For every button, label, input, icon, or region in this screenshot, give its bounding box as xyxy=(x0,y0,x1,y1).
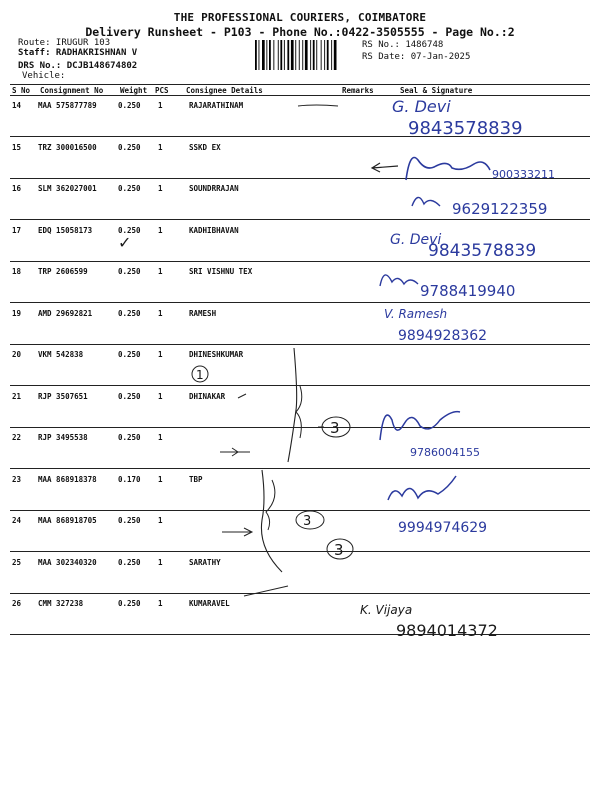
cell-consignment: AMD 29692821 xyxy=(38,308,93,318)
col-consignment: Consignment No xyxy=(40,86,104,95)
cell-pcs: 1 xyxy=(158,474,163,484)
hand-r16-phone: 9629122359 xyxy=(452,200,548,218)
hand-r19-name: V. Ramesh xyxy=(384,307,448,321)
cell-sno: 18 xyxy=(12,267,22,276)
rs-number: RS No.: 1486748 xyxy=(362,40,444,50)
cell-consignee: RAMESH xyxy=(189,308,217,318)
cell-sno: 20 xyxy=(12,350,22,359)
cell-pcs: 1 xyxy=(158,142,163,152)
row-divider xyxy=(10,634,590,635)
cell-consignment: CMM 327238 xyxy=(38,599,84,608)
cell-weight: 0.250 xyxy=(118,391,141,401)
cell-sno: 24 xyxy=(12,516,22,525)
cell-pcs: 1 xyxy=(158,391,163,401)
hand-group1-count: 3 xyxy=(330,419,340,437)
cell-consignee: SOUNDRRAJAN xyxy=(189,184,239,193)
col-remarks: Remarks xyxy=(342,86,374,95)
cell-consignee: KADHIBHAVAN xyxy=(189,225,239,235)
cell-weight: 0.250 xyxy=(118,308,141,318)
staff-label: Staff: RADHAKRISHNAN V xyxy=(18,48,138,58)
cell-consignee: KUMARAVEL xyxy=(189,599,230,608)
cell-pcs: 1 xyxy=(158,308,163,318)
cell-weight: 0.250 xyxy=(118,516,141,525)
row-divider xyxy=(10,178,590,179)
header-rule-bottom xyxy=(10,95,590,96)
hand-r18-phone: 9788419940 xyxy=(420,282,516,300)
cell-sno: 15 xyxy=(12,142,22,152)
cell-pcs: 1 xyxy=(158,599,163,608)
col-sno: S No xyxy=(12,86,31,95)
row-divider xyxy=(10,219,590,220)
cell-consignee: TBP xyxy=(189,474,203,484)
cell-weight: 0.250 xyxy=(118,350,141,359)
cell-pcs: 1 xyxy=(158,350,163,359)
row-divider xyxy=(10,302,590,303)
rs-date: RS Date: 07-Jan-2025 xyxy=(362,52,471,62)
cell-weight: 0.250 xyxy=(118,184,141,193)
cell-sno: 25 xyxy=(12,557,22,567)
row-divider xyxy=(10,510,590,511)
cell-weight: 0.250 xyxy=(118,557,141,567)
hand-r17-name: G. Devi xyxy=(390,232,442,248)
cell-sno: 22 xyxy=(12,433,22,442)
cell-consignment: MAA 868918705 xyxy=(38,516,97,525)
header-rule-top xyxy=(10,84,590,85)
hand-r17-phone: 9843578839 xyxy=(428,241,537,261)
cell-consignment: VKM 542838 xyxy=(38,350,84,359)
col-weight: Weight xyxy=(120,86,148,95)
row-divider xyxy=(10,261,590,262)
cell-consignment: TRP 2606599 xyxy=(38,267,88,276)
hand-group2-mark: 3 xyxy=(303,514,312,529)
cell-consignee: DHINAKAR xyxy=(189,391,226,401)
cell-weight: 0.170 xyxy=(118,474,141,484)
row-divider xyxy=(10,136,590,137)
cell-consignment: EDQ 15058173 xyxy=(38,225,93,235)
row-divider xyxy=(10,593,590,594)
hand-r19-phone: 9894928362 xyxy=(398,328,488,344)
hand-r24-phone: 9994974629 xyxy=(398,520,488,536)
cell-consignee: SSKD EX xyxy=(189,142,221,152)
hand-r14-phone: 9843578839 xyxy=(408,118,523,139)
check-mark: ✓ xyxy=(118,233,132,252)
cell-sno: 19 xyxy=(12,308,22,318)
cell-pcs: 1 xyxy=(158,101,163,110)
signature-r18 xyxy=(380,275,418,286)
cell-pcs: 1 xyxy=(158,557,163,567)
col-consignee: Consignee Details xyxy=(186,86,263,95)
cell-consignment: RJP 3495538 xyxy=(38,433,88,442)
route-label: Route: IRUGUR 103 xyxy=(18,38,111,48)
row-divider xyxy=(10,344,590,345)
cell-consignee: DHINESHKUMAR xyxy=(189,350,244,359)
row-divider xyxy=(10,385,590,386)
col-pcs: PCS xyxy=(155,86,169,95)
signature-r24 xyxy=(388,476,456,500)
hand-r15-phone: 900333211 xyxy=(492,168,555,181)
cell-sno: 21 xyxy=(12,391,22,401)
hand-r21-phone: 9786004155 xyxy=(410,446,480,459)
hand-r26-name: K. Vijaya xyxy=(360,603,413,617)
runsheet-title: Delivery Runsheet - P103 - Phone No.:0422-3505555 - Page No.:2 xyxy=(85,25,515,39)
cell-consignment: MAA 868918378 xyxy=(38,474,97,484)
cell-consignment: SLM 362027001 xyxy=(38,184,97,193)
cell-consignee: RAJARATHINAM xyxy=(189,101,244,110)
cell-consignee: SRI VISHNU TEX xyxy=(189,267,253,276)
cell-pcs: 1 xyxy=(158,225,163,235)
cell-weight: 0.250 xyxy=(118,433,141,442)
cell-consignment: MAA 575877789 xyxy=(38,101,97,110)
cell-weight: 0.250 xyxy=(118,599,141,608)
cell-pcs: 1 xyxy=(158,184,163,193)
row-divider xyxy=(10,551,590,552)
hand-r26-phone: 9894014372 xyxy=(396,621,498,640)
cell-sno: 16 xyxy=(12,184,22,193)
cell-consignment: MAA 302340320 xyxy=(38,557,97,567)
cell-pcs: 1 xyxy=(158,433,163,442)
cell-consignee: SARATHY xyxy=(189,557,221,567)
cell-pcs: 1 xyxy=(158,267,163,276)
cell-sno: 17 xyxy=(12,225,22,235)
drs-number: DRS No.: DCJB148674802 xyxy=(18,61,138,71)
hand-r20-mark: 1 xyxy=(196,368,204,382)
cell-sno: 23 xyxy=(12,474,22,484)
cell-sno: 14 xyxy=(12,101,22,110)
cell-weight: 0.250 xyxy=(118,225,141,235)
row-divider xyxy=(10,427,590,428)
row-divider xyxy=(10,468,590,469)
cell-weight: 0.250 xyxy=(118,267,141,276)
col-seal-signature: Seal & Signature xyxy=(400,86,473,95)
hand-group2-count: 3 xyxy=(334,541,344,559)
cell-consignment: TRZ 300016500 xyxy=(38,142,97,152)
hand-r14-name: G. Devi xyxy=(392,97,451,116)
signature-r16 xyxy=(412,197,440,206)
cell-sno: 26 xyxy=(12,599,22,608)
company-title: THE PROFESSIONAL COURIERS, COIMBATORE xyxy=(173,11,427,24)
barcode-image xyxy=(255,40,355,70)
cell-consignment: RJP 3507651 xyxy=(38,391,88,401)
cell-weight: 0.250 xyxy=(118,101,141,110)
cell-pcs: 1 xyxy=(158,516,163,525)
vehicle-label: Vehicle: xyxy=(22,71,66,81)
cell-weight: 0.250 xyxy=(118,142,141,152)
